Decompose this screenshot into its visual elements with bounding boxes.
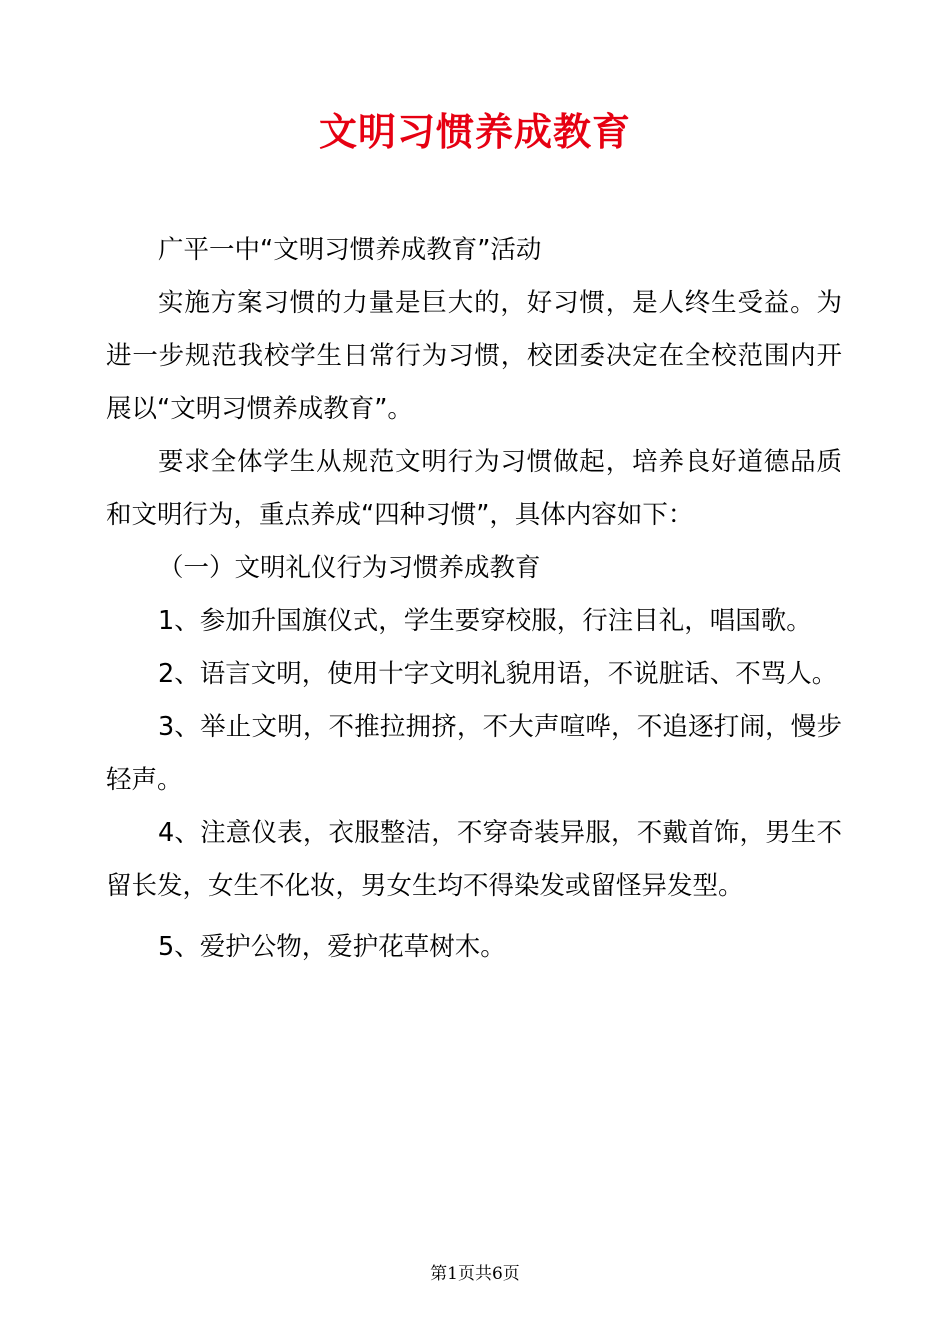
document-title: 文明习惯养成教育 [318,110,631,154]
paragraph-introduction: 实施方案习惯的力量是巨大的，好习惯，是人终生受益。为进一步规范我校学生日常行为习惯，校团委决定在全校范围内开展以“文明习惯养成教育”。 [106,288,842,424]
paragraph-activity-name: 广平一中“文明习惯养成教育”活动 [158,235,542,265]
list-item-appearance: 4、注意仪表，衣服整洁，不穿奇装异服，不戴首饰，男生不留长发，女生不化妆，男女生均不得染发或留怪异发型。 [106,818,842,901]
document-body [106,224,842,974]
list-item-civil-language: 2、语言文明，使用十字文明礼貌用语，不说脏话、不骂人。 [158,659,838,689]
list-item-flag-ceremony: 1、参加升国旗仪式，学生要穿校服，行注目礼，唱国歌。 [158,606,812,636]
list-item-civil-behavior: 3、举止文明，不推拉拥挤，不大声喧哗，不追逐打闹，慢步轻声。 [106,712,842,795]
paragraph-requirements: 要求全体学生从规范文明行为习惯做起，培养良好道德品质和文明行为，重点养成“四种习惯”，具体内容如下： [106,447,842,530]
page-number-footer: 第1页共6页 [430,1264,520,1284]
section-heading-etiquette: （一）文明礼仪行为习惯养成教育 [158,553,541,583]
list-item-public-property: 5、爱护公物，爱护花草树木。 [158,932,506,962]
